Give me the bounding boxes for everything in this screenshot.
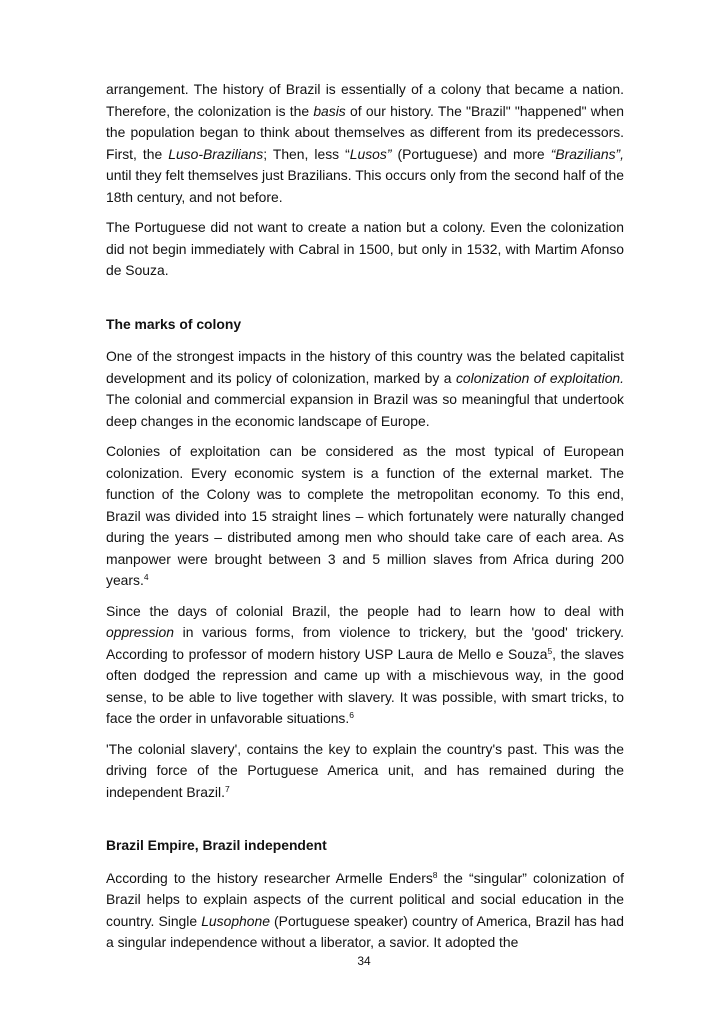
footnote-ref-4: 4 (143, 572, 149, 582)
paragraph-6: 'The colonial slavery', contains the key to explain the country's past. This was the driving force of the Portuguese America unit, and has remained during the independent Brazil.$^7$ (106, 740, 624, 800)
paragraph-7: According to the history researcher Armelle Enders$^8$ the “singular” colonization of Brazil helps to explain aspects of the current political and social education in the country. Single Lusophone (Portuguese speaker) country of America, Brazil has had a singular independence without a liberator, a savior. It adopted the (106, 869, 624, 950)
paragraph-2: The Portuguese did not want to create a nation but a colony. Even the colonization did not begin immediately with Cabral in 1500, but only in 1532, with Martim Afonso de Souza. (106, 219, 624, 278)
paragraph-4: Colonies of exploitation can be considered as the most typical of European colonization. Every economic system is a function of the external market. The function of the Colony was to complete the metropolitan economy. To this end, Brazil was divided into 15 straight lines – which fortunately were naturally changed during the years – distributed among men who should take care of each area. As manpower were brought between 3 and 5 million slaves from Africa during 200 years.$^4$ (106, 443, 624, 588)
paragraph-1: arrangement. The history of Brazil is essentially of a colony that became a nation. Therefore, the colonization is the basis of our history. The "Brazil" "happened" when the population began to think about themselves as different from its predecessors. First, the Luso-Brazilians; Then, less “Lusos” (Portuguese) and more “Brazilians”, until they felt themselves just Brazilians. This occurs only from the second half of the 18th century, and not before. (106, 81, 625, 205)
section-heading-brazil-empire: Brazil Empire, Brazil independent (106, 837, 327, 853)
footnote-ref-8: 8 (432, 869, 438, 880)
paragraph-3: One of the strongest impacts in the history of this country was the belated capitalist development and its policy of colonization, marked by a colonization of exploitation. The colonial and commercial expansion in Brazil was so meaningful that undertook deep changes in the economic landscape of Europe. (106, 348, 625, 429)
footnote-ref-7: 7 (224, 783, 230, 794)
footnote-ref-6: 6 (349, 710, 354, 720)
section-heading-marks-of-colony: The marks of colony (106, 315, 242, 332)
footnote-ref-5: 5 (547, 645, 553, 656)
page-number: 34 (357, 954, 371, 968)
paragraph-5: Since the days of colonial Brazil, the people had to learn how to deal with oppression in various forms, from violence to trickery, but the 'good' trickery. According to professor of modern history USP Laura de Mello e Souza$^5$, the slaves often dodged the repression and came up with a mischievous way, in the good sense, to be able to live together with slavery. It was possible, with smart tricks, to face the order in unfavorable situations.$^6$ (106, 602, 624, 726)
document-body (106, 79, 624, 963)
